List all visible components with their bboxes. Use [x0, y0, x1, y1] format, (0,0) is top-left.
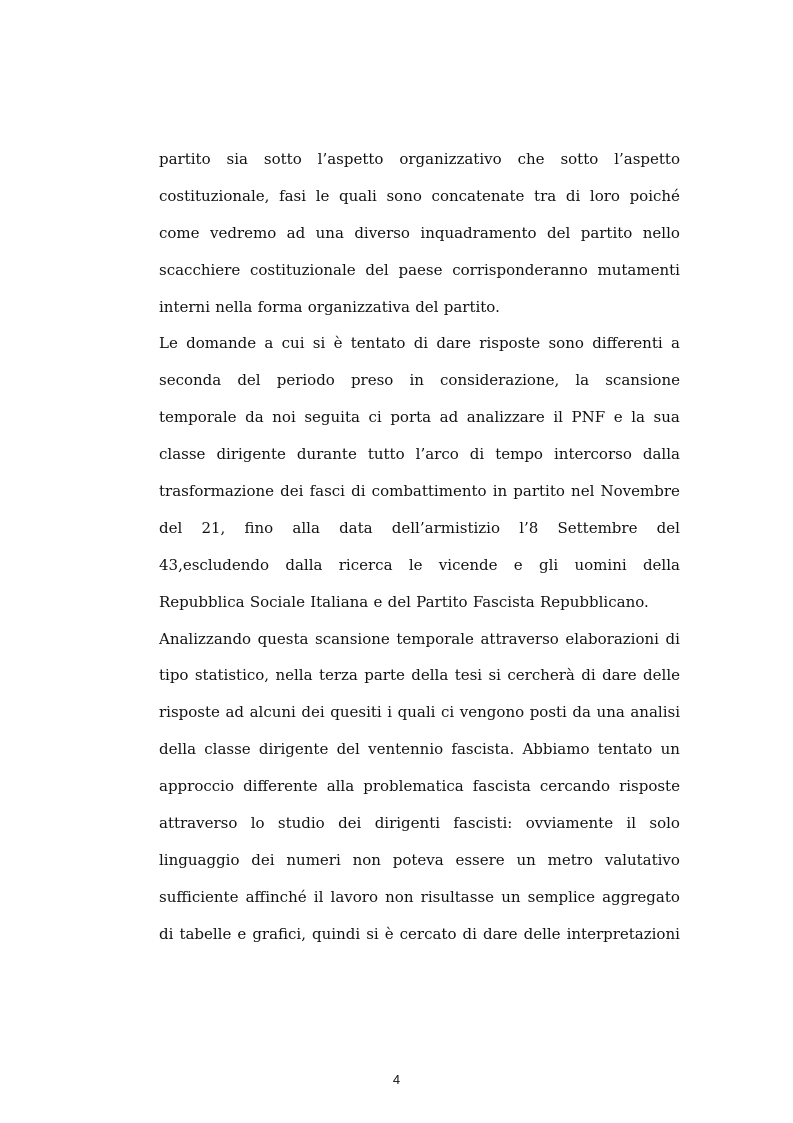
text-line: costituzionale, fasi le quali sono concatenate tra di loro poiché	[159, 186, 680, 205]
text-line: seconda del periodo preso in considerazione, la scansione	[159, 371, 680, 390]
text-line: sufficiente affinché il lavoro non risultasse un semplice aggregato	[159, 887, 680, 906]
text-line: temporale da noi seguita ci porta ad analizzare il PNF e la sua	[159, 408, 680, 427]
text-line: trasformazione dei fasci di combattimento in partito nel Novembre	[159, 482, 680, 501]
text-line: della classe dirigente del ventennio fascista. Abbiamo tentato un	[159, 740, 680, 759]
text-line: partito sia sotto l’aspetto organizzativo che sotto l’aspetto	[159, 150, 680, 168]
page-number: 4	[392, 1072, 401, 1087]
text-line: 43,escludendo dalla ricerca le vicende e gli uomini della	[159, 555, 680, 574]
text-line: approccio differente alla problematica fascista cercando risposte	[159, 777, 680, 796]
text-line: come vedremo ad una diverso inquadramento del partito nello	[159, 223, 680, 242]
text-line: risposte ad alcuni dei quesiti i quali ci vengono posti da una analisi	[159, 703, 680, 722]
text-line: attraverso lo studio dei dirigenti fascisti: ovviamente il solo	[159, 814, 680, 833]
body-text	[159, 145, 680, 957]
text-line: scacchiere costituzionale del paese corrisponderanno mutamenti	[159, 260, 680, 279]
text-line: Le domande a cui si è tentato di dare risposte sono differenti a	[159, 334, 680, 353]
text-line: classe dirigente durante tutto l’arco di tempo intercorso dalla	[159, 445, 680, 464]
text-line: Repubblica Sociale Italiana e del Partito Fascista Repubblicano.	[159, 592, 649, 611]
text-line: linguaggio dei numeri non poteva essere un metro valutativo	[159, 850, 680, 869]
text-line: del 21, fino alla data dell’armistizio l’8 Settembre del	[159, 518, 680, 537]
text-line: tipo statistico, nella terza parte della tesi si cercherà di dare delle	[159, 666, 680, 685]
text-line: interni nella forma organizzativa del partito.	[159, 297, 500, 316]
text-line: Analizzando questa scansione temporale attraverso elaborazioni di	[159, 629, 680, 648]
text-line: di tabelle e grafici, quindi si è cercato di dare delle interpretazioni	[159, 924, 680, 943]
